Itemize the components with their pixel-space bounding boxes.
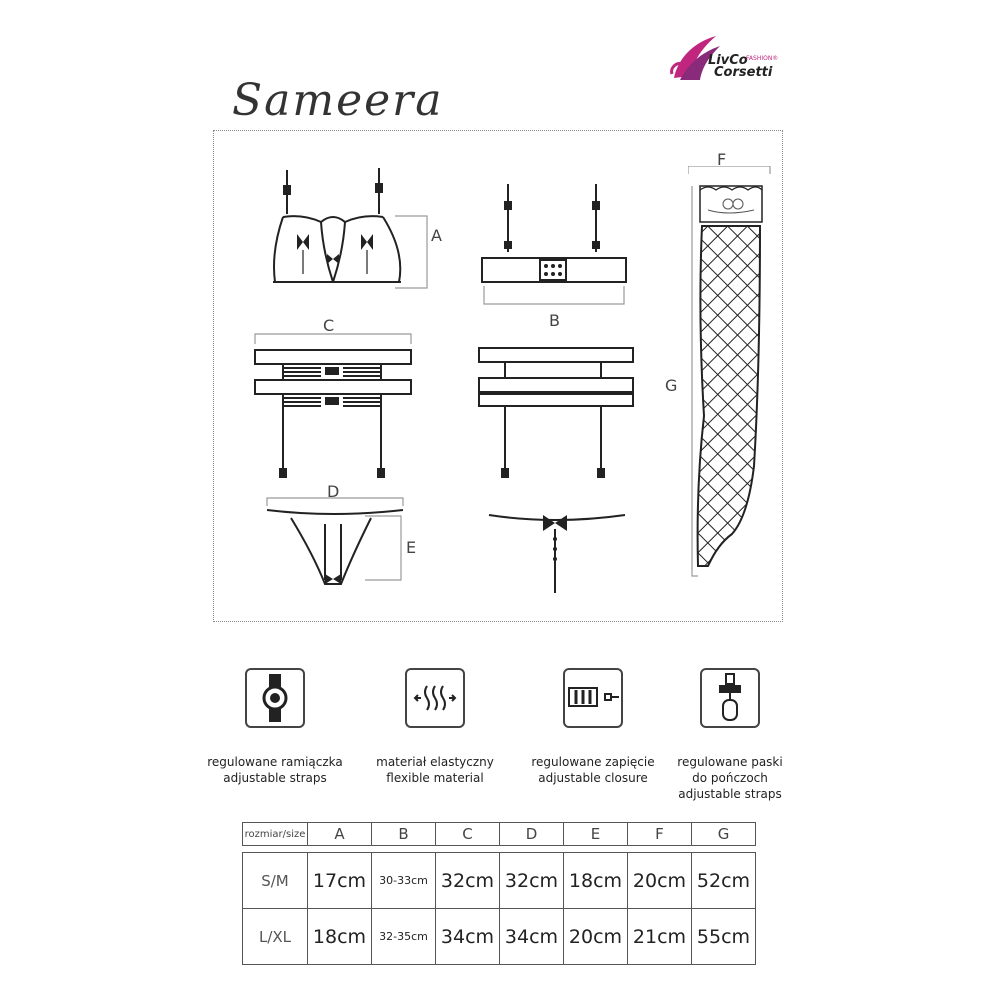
header-c: C [436,823,500,846]
strap-slider-icon [245,668,305,728]
elastic-waves-icon [405,668,465,728]
garment-diagrams [213,130,783,622]
label-e: E [406,538,417,557]
header-f: F [628,823,692,846]
feature-4-text-en: adjustable straps [678,787,782,801]
value-cell: 20cm [564,909,628,965]
feature-4-text-pl2: do pończoch [692,771,768,785]
hook-closure-icon [563,668,623,728]
value-cell: 17cm [308,853,372,909]
brand-logo [668,28,798,88]
dimension-line-e [363,514,408,584]
value-cell: 20cm [628,853,692,909]
feature-adjustable-straps [190,668,360,786]
value-cell: 21cm [628,909,692,965]
feature-4-text-pl: regulowane paski [677,755,783,769]
value-cell: 55cm [692,909,756,965]
value-cell: 34cm [500,909,564,965]
size-table-header [243,823,756,846]
label-d: D [327,482,340,501]
stocking-diagram [688,166,778,586]
label-a: A [431,226,442,245]
feature-2-text-en: flexible material [386,771,484,785]
brand-name-line2: Corsetti [714,65,773,80]
bra-front-diagram [263,162,413,292]
feature-3-text-pl: regulowane zapięcie [531,755,655,769]
header-e: E [564,823,628,846]
header-d: D [500,823,564,846]
thong-back-diagram [485,505,635,605]
garter-clip-icon [700,668,760,728]
garter-belt-front-diagram [251,330,421,500]
size-cell: S/M [243,853,308,909]
feature-adjustable-garter-straps [645,668,815,802]
garter-belt-back-diagram [471,340,641,500]
feature-1-text-pl: regulowane ramiączka [207,755,343,769]
label-g: G [665,376,678,395]
brand-name-line1: LivCo [708,53,748,68]
header-a: A [308,823,372,846]
feature-1-text-en: adjustable straps [223,771,327,785]
header-b: B [372,823,436,846]
value-cell: 30-33cm [372,853,436,909]
size-cell: L/XL [243,909,308,965]
table-row [243,853,756,909]
label-b: B [549,311,560,330]
header-g: G [692,823,756,846]
bra-back-diagram [478,182,638,312]
value-cell: 32cm [500,853,564,909]
value-cell: 52cm [692,853,756,909]
brand-tag: FASHION® [746,55,779,62]
feature-3-text-en: adjustable closure [538,771,648,785]
label-f: F [717,150,727,169]
table-row [243,909,756,965]
feature-flexible-material [350,668,520,786]
value-cell: 34cm [436,909,500,965]
value-cell: 18cm [564,853,628,909]
table-spacer [243,846,756,853]
value-cell: 18cm [308,909,372,965]
dimension-line-a [393,214,433,294]
product-title: Sameera [232,75,444,126]
label-c: C [323,316,335,335]
header-size: rozmiar/size [243,823,308,846]
value-cell: 32cm [436,853,500,909]
feature-2-text-pl: materiał elastyczny [376,755,494,769]
value-cell: 32-35cm [372,909,436,965]
size-table [242,822,756,965]
